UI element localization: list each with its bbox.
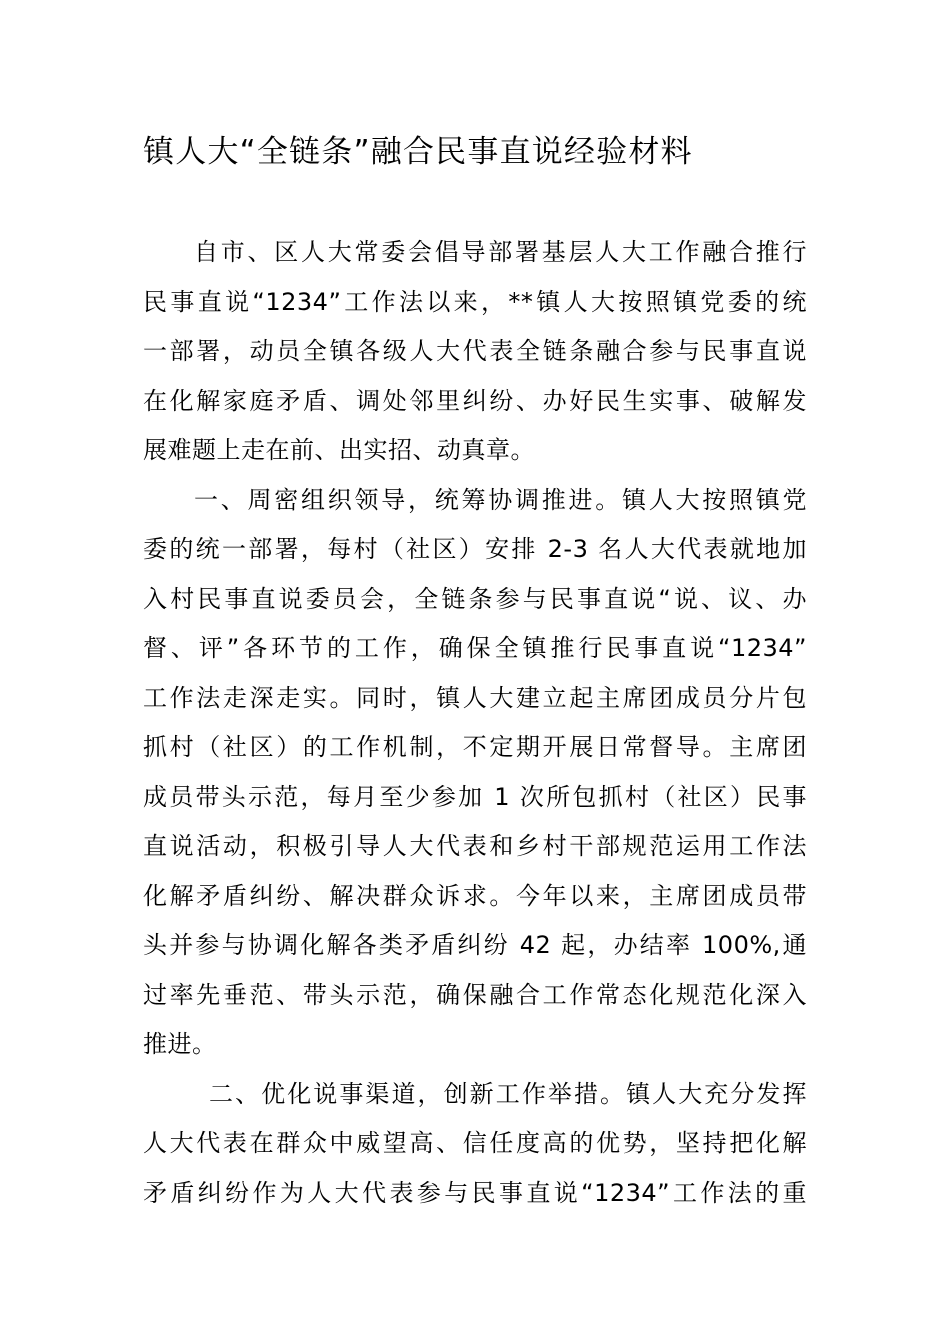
section-1-line-12: 推进。 <box>143 1030 217 1058</box>
section-1-line-3: 入村民事直说委员会，全链条参与民事直说“说、议、办 <box>143 584 807 613</box>
paragraph-intro-line-1: 自市、区人大常委会倡导部署基层人大工作融合推行 <box>194 238 807 266</box>
paragraph-intro-line-3: 一部署，动员全镇各级人大代表全链条融合参与民事直说 <box>143 337 807 365</box>
section-2-line-1: 二、优化说事渠道，创新工作举措。镇人大充分发挥 <box>209 1079 807 1108</box>
paragraph-intro-line-4: 在化解家庭矛盾、调处邻里纠纷、办好民生实事、破解发 <box>143 386 807 415</box>
section-1-line-7: 成员带头示范，每月至少参加 1 次所包抓村（社区）民事 <box>143 782 807 811</box>
section-1-line-6: 抓村（社区）的工作机制，不定期开展日常督导。主席团 <box>143 733 807 761</box>
section-1-line-5: 工作法走深走实。同时，镇人大建立起主席团成员分片包 <box>143 683 807 712</box>
section-2-line-2: 人大代表在群众中威望高、信任度高的优势，坚持把化解 <box>143 1129 807 1157</box>
document-title: 镇人大“全链条”融合民事直说经验材料 <box>143 134 693 170</box>
section-1-line-2: 委的统一部署，每村（社区）安排 2-3 名人大代表就地加 <box>143 535 807 563</box>
section-1-line-4: 督、评”各环节的工作，确保全镇推行民事直说“1234” <box>143 634 807 662</box>
section-2-line-3: 矛盾纠纷作为人大代表参与民事直说“1234”工作法的重 <box>143 1178 807 1207</box>
document-body <box>143 228 807 1218</box>
section-1-line-10: 头并参与协调化解各类矛盾纠纷 42 起，办结率 100%,通 <box>143 931 807 959</box>
paragraph-intro-line-5: 展难题上走在前、出实招、动真章。 <box>143 436 535 464</box>
section-1-line-8: 直说活动，积极引导人大代表和乡村干部规范运用工作法 <box>143 832 807 860</box>
section-1-line-11: 过率先垂范、带头示范，确保融合工作常态化规范化深入 <box>143 980 807 1009</box>
section-1-line-9: 化解矛盾纠纷、解决群众诉求。今年以来，主席团成员带 <box>143 881 807 910</box>
paragraph-intro-line-2: 民事直说“1234”工作法以来，**镇人大按照镇党委的统 <box>143 287 807 316</box>
section-1-line-1: 一、周密组织领导，统筹协调推进。镇人大按照镇党 <box>194 485 807 514</box>
